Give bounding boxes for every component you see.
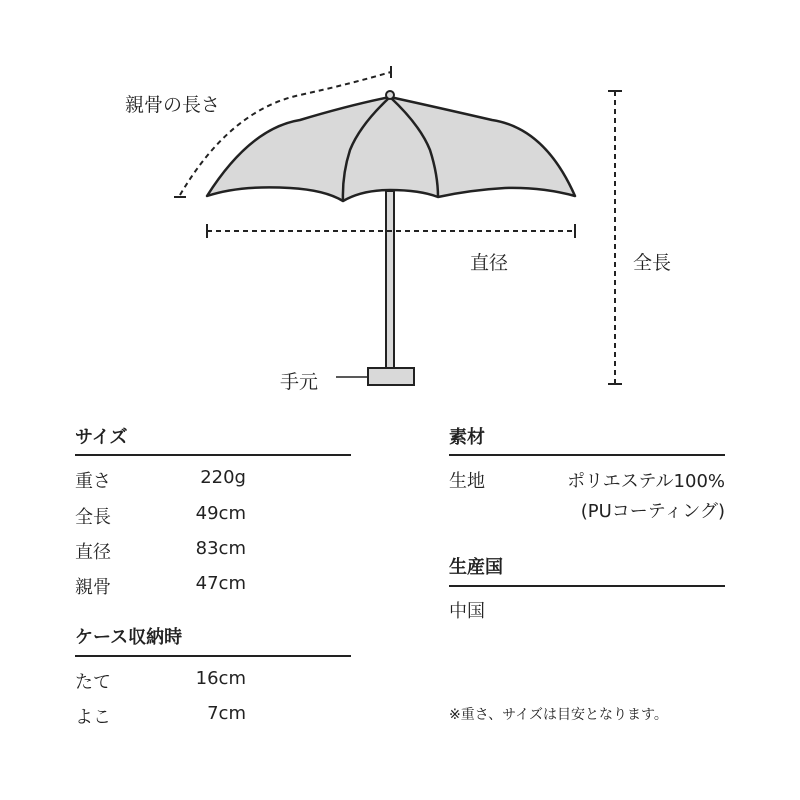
material-section-title: 素材 (449, 427, 485, 448)
material-fabric-value-line2: (PUコーティング) (580, 501, 725, 522)
origin-section-title: 生産国 (449, 557, 503, 578)
origin-value: 中国 (449, 601, 485, 622)
case-section-title: ケース収納時 (75, 627, 183, 648)
case-row-height-value: 16cm (195, 668, 246, 689)
size-row-diameter-value: 83cm (195, 538, 246, 559)
rib-length-label: 親骨の長さ (125, 94, 221, 116)
total-length-label: 全長 (633, 252, 672, 274)
case-row-width-value: 7cm (207, 703, 246, 724)
umbrella-tip (386, 91, 394, 99)
size-divider (75, 454, 351, 456)
umbrella-shaft (386, 191, 394, 369)
case-row-height-label: たて (75, 672, 111, 693)
material-fabric-label: 生地 (449, 471, 485, 492)
size-row-weight-label: 重さ (75, 471, 111, 492)
size-section-title: サイズ (75, 427, 128, 448)
umbrella-canopy (207, 97, 575, 201)
handle-label: 手元 (280, 371, 319, 393)
size-row-length-label: 全長 (75, 507, 111, 528)
size-row-rib-label: 親骨 (75, 577, 111, 598)
umbrella-handle (368, 368, 414, 385)
case-row-width-label: よこ (75, 707, 111, 728)
diameter-label: 直径 (470, 252, 509, 274)
disclaimer-note: ※重さ、サイズは目安となります。 (449, 707, 668, 723)
material-divider (449, 454, 725, 456)
origin-divider (449, 585, 725, 587)
size-row-length-value: 49cm (195, 503, 246, 524)
material-fabric-value-line1: ポリエステル100% (567, 471, 725, 492)
size-row-weight-value: 220g (200, 467, 246, 488)
size-row-diameter-label: 直径 (75, 542, 111, 563)
size-row-rib-value: 47cm (195, 573, 246, 594)
case-divider (75, 655, 351, 657)
